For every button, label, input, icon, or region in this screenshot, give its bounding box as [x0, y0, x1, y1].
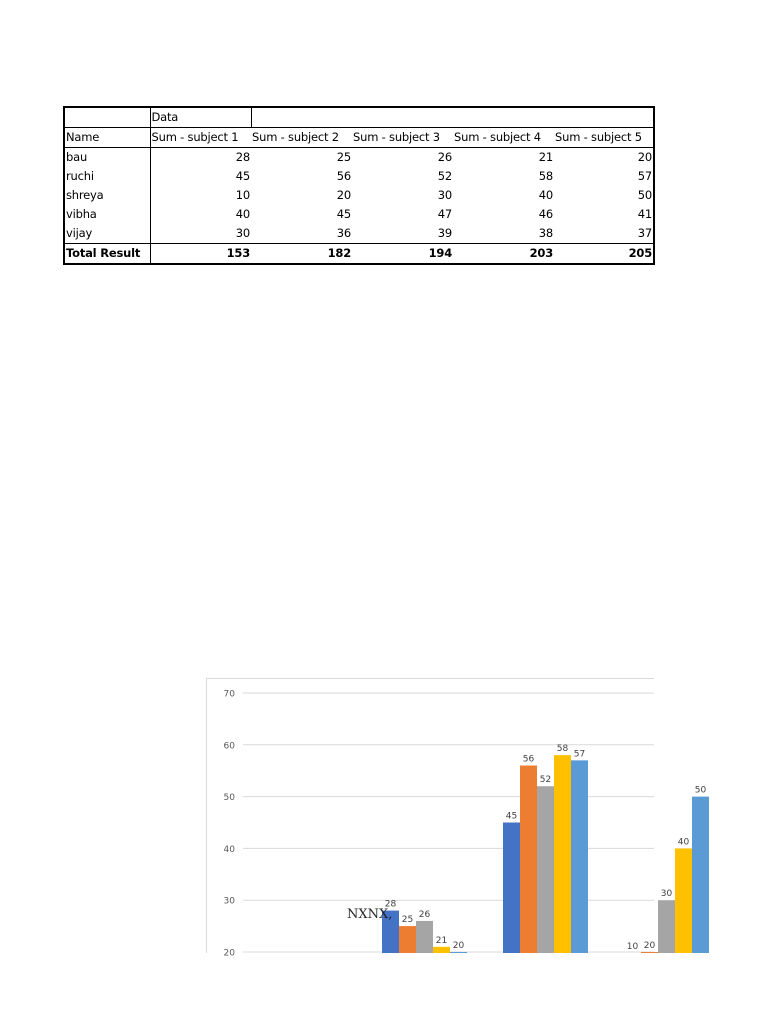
cell-value: 36	[251, 224, 352, 244]
table-row	[64, 205, 654, 224]
data-label: Data	[150, 107, 251, 128]
total-value: 153	[150, 244, 251, 265]
row-name: shreya	[64, 186, 150, 205]
bar	[537, 786, 554, 953]
y-tick-label: 70	[223, 689, 235, 700]
table-row	[64, 148, 654, 168]
bar	[554, 755, 571, 953]
data-label: 20	[452, 941, 465, 951]
corner-cell	[64, 107, 150, 128]
column-header: Sum - subject 3	[352, 128, 453, 148]
data-label: 30	[660, 889, 673, 900]
chart-svg	[207, 679, 707, 959]
cell-value: 38	[453, 224, 554, 244]
cell-value: 26	[437, 150, 452, 164]
row-name: ruchi	[64, 167, 150, 186]
cell-value: 40	[538, 188, 553, 202]
cell-value: 45	[235, 169, 250, 183]
cell-value: 28	[235, 150, 250, 164]
column-chart	[206, 678, 707, 959]
data-label: 20	[643, 941, 656, 951]
cell-value: 25	[336, 150, 351, 164]
total-label: Total Result	[64, 244, 150, 265]
bar	[692, 797, 709, 953]
header-row-columns	[64, 128, 654, 148]
data-label: 25	[401, 915, 414, 926]
table-row	[64, 224, 654, 244]
row-name: vijay	[64, 224, 150, 244]
bar	[450, 952, 467, 953]
cell-value: 30	[437, 188, 452, 202]
y-tick-label: 40	[223, 844, 235, 855]
y-tick-label: 30	[223, 896, 235, 907]
cell-value: 20	[554, 148, 654, 168]
table-row	[64, 167, 654, 186]
row-name: bau	[64, 148, 150, 168]
column-header: Sum - subject 1	[150, 128, 251, 148]
data-label: 40	[677, 837, 690, 848]
cell-value: 10	[235, 188, 250, 202]
cell-value: 57	[554, 167, 654, 186]
cell-value: 39	[352, 224, 453, 244]
bar	[416, 921, 433, 953]
row-name: vibha	[64, 205, 150, 224]
cell-value: 50	[554, 186, 654, 205]
data-label: 10	[626, 942, 639, 952]
cell-value: 46	[538, 207, 553, 221]
cell-value: 58	[538, 169, 553, 183]
bar	[399, 926, 416, 953]
data-label: 45	[505, 811, 518, 822]
cell-value: 56	[336, 169, 351, 183]
pivot-table	[63, 106, 655, 265]
column-header: Sum - subject 2	[251, 128, 352, 148]
bar	[571, 760, 588, 953]
column-header: Sum - subject 5	[554, 128, 654, 148]
cell-value: 52	[437, 169, 452, 183]
cell-value: 40	[235, 207, 250, 221]
data-label: 58	[556, 744, 569, 755]
total-value: 182	[251, 244, 352, 265]
bar	[520, 766, 537, 953]
y-tick-label: 50	[223, 793, 235, 804]
cell-value: 45	[336, 207, 351, 221]
table-row	[64, 186, 654, 205]
y-tick-label: 60	[223, 741, 235, 752]
data-label: 50	[694, 785, 707, 796]
total-row	[64, 244, 654, 265]
bar	[658, 900, 675, 953]
total-value: 203	[453, 244, 554, 265]
cell-value: 47	[437, 207, 452, 221]
row-header-name: Name	[64, 128, 150, 148]
total-value: 194	[352, 244, 453, 265]
y-tick-label: 20	[223, 948, 235, 959]
cell-value: 30	[150, 224, 251, 244]
data-label: 26	[418, 909, 431, 920]
data-label: 57	[573, 749, 586, 760]
bar	[433, 947, 450, 953]
data-label: 56	[522, 754, 535, 765]
header-row-data	[64, 107, 654, 128]
header-blank	[251, 107, 654, 128]
bar	[641, 952, 658, 953]
data-label: 28	[384, 899, 397, 910]
data-label: 21	[435, 935, 448, 946]
cell-value: 21	[538, 150, 553, 164]
cell-value: 37	[554, 224, 654, 244]
total-value: 205	[554, 244, 654, 265]
column-header: Sum - subject 4	[453, 128, 554, 148]
bar	[675, 848, 692, 953]
bar	[503, 823, 520, 954]
data-label: 52	[539, 775, 552, 786]
cell-value: 20	[336, 188, 351, 202]
stray-text: NXNX,	[347, 907, 393, 922]
cell-value: 41	[554, 205, 654, 224]
